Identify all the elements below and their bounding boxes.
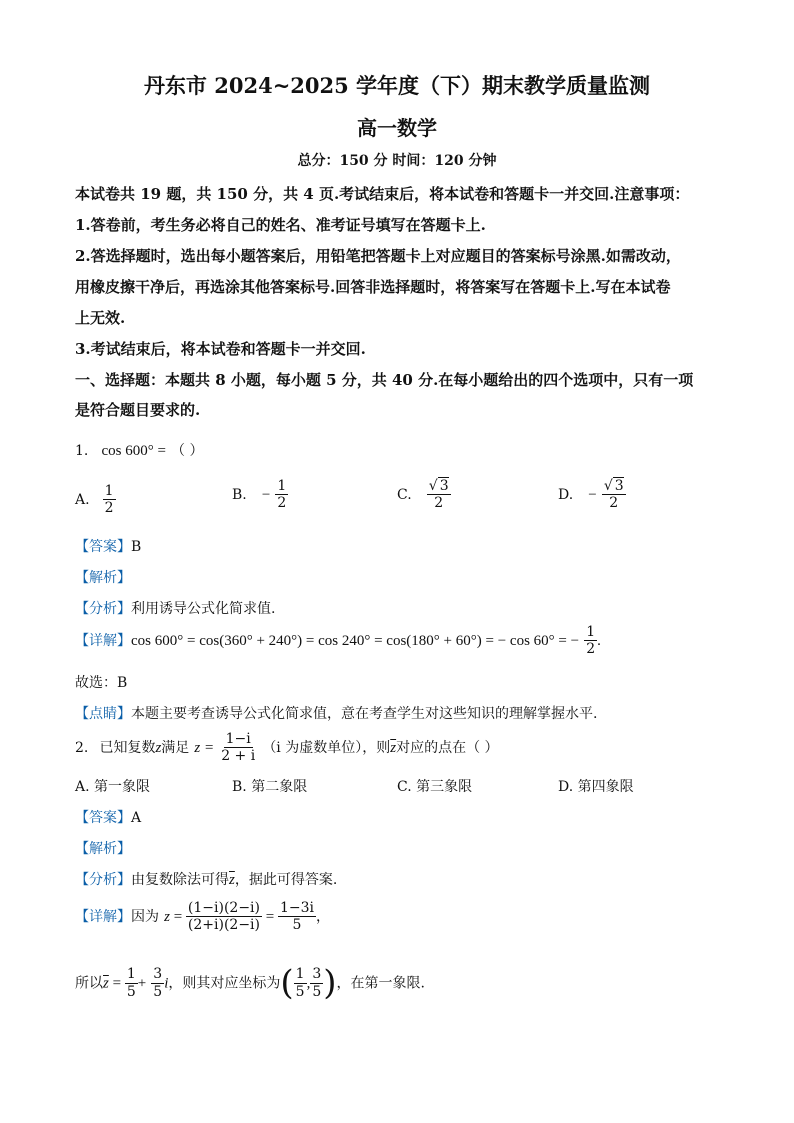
- analysis-tag: 【解析】: [75, 570, 131, 586]
- option-label: B.: [232, 487, 247, 504]
- answer-tag: 【答案】: [75, 539, 131, 555]
- fraction: $\frac{√ 3}{2}$: [428, 478, 449, 512]
- answer-line: [75, 807, 141, 827]
- intro-line: 用橡皮擦干净后，再选涂其他答案标号.回答非选择题时，将答案写在答题卡上.写在本试卷: [75, 278, 671, 296]
- intro-line: 本试卷共 19 题，共 150 分，共 4 页.考试结束后，将本试卷和答题卡一并交回.注意事项：: [75, 185, 690, 203]
- question-2: 2. 已知复数z满足 z = $\frac{1-i}{2 + i}$ （i 为虚数单位），则$\overline{z}$对应的点在（ ）: [75, 731, 499, 765]
- option-d: [558, 478, 626, 511]
- intro-line: 上无效.: [75, 309, 126, 327]
- fraction: $\frac{1}{2}$: [586, 624, 596, 658]
- z-conjugate: $\overline{z}$: [229, 872, 235, 888]
- comment-text: 本题主要考查诱导公式化简求值，意在考查学生对这些知识的理解掌握水平.: [131, 706, 598, 722]
- option-label: D.: [558, 487, 574, 504]
- fraction: $\frac{√ 3}{2}$: [603, 478, 624, 512]
- detail-expression: cos 600° = cos(360° + 240°) = cos 240° = cos(180° + 60°) = − cos 60° = −: [131, 633, 580, 650]
- option-label: A.: [75, 492, 90, 509]
- detail-line: 【详解】cos 600° = cos(360° + 240°) = cos 240° = cos(180° + 60°) = − cos 60° = − $\frac{1}{2}$ .: [75, 624, 601, 658]
- option-a: [75, 483, 116, 516]
- answer-tag: 【答案】: [75, 810, 131, 826]
- exam-meta: 总分：150 分 时间：120 分钟: [297, 153, 497, 169]
- comment-tag: 【点睛】: [75, 706, 131, 722]
- page-subtitle: 高一数学: [357, 116, 437, 140]
- page-title: 丹东市 2024~2025 学年度（下）期末教学质量监测: [143, 73, 651, 98]
- detail-tag: 【详解】: [75, 633, 131, 650]
- detail-tag: 【详解】: [75, 909, 131, 926]
- conclusion-line: 所以$\overline{z}$ = $\frac{1}{5}$ + $\frac{3}{5}$ i，则其对应坐标为( $\frac{1}{5}$ , $\frac{3}{5}$ )，在第一象限.: [75, 963, 425, 1003]
- option-d: D. 第四象限: [558, 779, 634, 795]
- option-c: C. 第三象限: [397, 779, 473, 795]
- section-heading: 一、选择题：本题共 8 小题，每小题 5 分，共 40 分.在每小题给出的四个选项中，只有一项: [75, 371, 694, 389]
- fraction: $\frac{1-3i}{5}$: [279, 900, 314, 934]
- detail-line: 【详解】因为 z = $\frac{(1-i)(2-i)}{(2+i)(2-i)}$ = $\frac{1-3i}{5}$ ，: [75, 900, 330, 934]
- option-b: [232, 478, 288, 511]
- minus-sign: −: [261, 487, 271, 504]
- fraction: $\frac{1}{5}$: [126, 966, 136, 1000]
- fraction: $\frac{1}{2}$: [104, 483, 114, 517]
- method-line: [75, 598, 275, 618]
- fraction: $\frac{1}{5}$: [295, 966, 305, 1000]
- question-1: [75, 440, 203, 460]
- method-line: 【分析】由复数除法可得$\overline{z}$，据此可得答案.: [75, 872, 338, 888]
- option-c: [397, 478, 451, 511]
- question-number: 2.: [75, 740, 89, 757]
- option-label: C.: [397, 487, 412, 504]
- answer-value: A: [131, 810, 142, 826]
- method-tag: 【分析】: [75, 601, 131, 617]
- question-number: 1.: [75, 443, 89, 459]
- answer-paren: （ ）: [171, 443, 204, 459]
- intro-line: 2.答选择题时，选出每小题答案后，用铅笔把答题卡上对应题目的答案标号涂黑.如需改动，: [75, 247, 681, 265]
- fraction: $\frac{(1-i)(2-i)}{(2+i)(2-i)}$: [187, 900, 260, 934]
- option-a: A. 第一象限: [75, 779, 151, 795]
- intro-line: 1.答卷前，考生务必将自己的姓名、准考证号填写在答题卡上.: [75, 216, 486, 234]
- z-conjugate: $\overline{z}$: [103, 975, 109, 992]
- fraction: $\frac{3}{5}$: [153, 966, 163, 1000]
- question-stem: cos 600° =: [101, 443, 166, 459]
- analysis-tag: 【解析】: [75, 841, 131, 857]
- comment-line: [75, 703, 597, 723]
- method-text: 利用诱导公式化简求值.: [131, 601, 276, 617]
- z-conjugate: $\overline{z}$: [390, 740, 397, 757]
- fraction: $\frac{1}{2}$: [277, 478, 287, 512]
- section-heading: 是符合题目要求的.: [75, 401, 201, 419]
- fraction: $\frac{3}{5}$: [312, 966, 322, 1000]
- option-b: B. 第二象限: [232, 779, 308, 795]
- choose-line: 故选：B: [75, 675, 128, 691]
- fraction: $\frac{1-i}{2 + i}$: [221, 731, 256, 765]
- minus-sign: −: [588, 487, 597, 504]
- answer-value: B: [131, 539, 142, 555]
- intro-line: 3.考试结束后，将本试卷和答题卡一并交回.: [75, 340, 366, 358]
- method-tag: 【分析】: [75, 872, 131, 888]
- answer-line: [75, 536, 141, 556]
